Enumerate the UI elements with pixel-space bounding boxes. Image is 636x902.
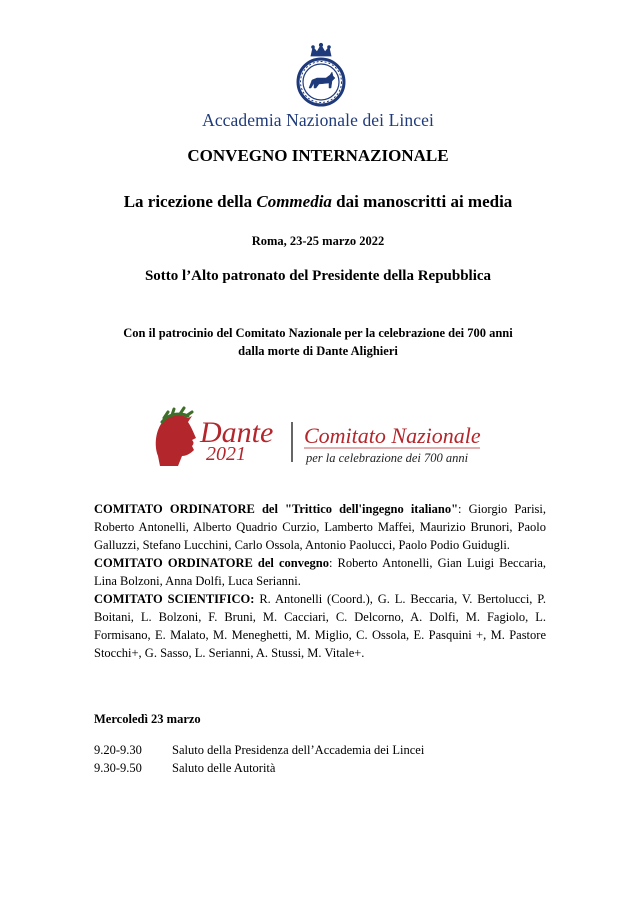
convegno-heading: CONVEGNO INTERNAZIONALE: [187, 146, 449, 165]
place-date: Roma, 23-25 marzo 2022: [251, 234, 385, 248]
committee-label: COMITATO SCIENTIFICO:: [94, 592, 255, 606]
committee-members: R. Antonelli (Coord.), G. L. Beccaria, V. Bertolucci, P. Boitani, L. Bolzoni, F. Bruni, M. Cacciari, C. Delcorno, A. Dolfi, M. Fagiolo, L. Formisano, E. Malato, M. Meneghetti, M. Miglio, C. Ossola, E. Pasquini +, M. Pastore Stocchi+, G. Sasso, L. Serianni, A. Stussi, M. Vitale+.: [94, 592, 546, 660]
schedule-day: Mercoledì 23 marzo: [94, 712, 201, 726]
title-italic: Commedia: [256, 192, 332, 211]
schedule-item: [94, 741, 424, 759]
title-part-2: dai manoscritti ai media: [331, 192, 513, 211]
committee-label: COMITATO ORDINATORE del convegno: [94, 556, 329, 570]
logo-year-text: 2021: [206, 443, 246, 465]
committees-block: [94, 500, 546, 662]
schedule-time: 9.30-9.50: [94, 761, 142, 775]
schedule-event: Saluto delle Autorità: [172, 761, 276, 775]
conference-title: [0, 192, 636, 212]
title-part-1: La ricezione della: [123, 192, 257, 211]
schedule-list: [94, 741, 424, 777]
lincei-emblem-icon: [295, 42, 347, 108]
academy-name: Accademia Nazionale dei Lincei: [202, 110, 434, 130]
dante-2021-logo: [152, 406, 492, 468]
patrocinio-text: [0, 324, 636, 360]
committee-members: : Roberto Antonelli, Gian Luigi Beccaria, Lina Bolzoni, Anna Dolfi, Luca Serianni.: [94, 556, 546, 588]
logo-subtitle-text: per la celebrazione dei 700 anni: [306, 451, 469, 465]
patrocinio-line-2: dalla morte di Dante Alighieri: [238, 344, 398, 358]
committee-label: COMITATO ORDINATORE del "Trittico dell'ingegno italiano": [94, 502, 459, 516]
patronage-line: Sotto l’Alto patronato del Presidente della Repubblica: [144, 268, 492, 284]
logo-comitato-text: Comitato Nazionale: [304, 423, 481, 448]
schedule-time: 9.20-9.30: [94, 743, 142, 757]
schedule-event: Saluto della Presidenza dell’Accademia dei Lincei: [172, 743, 425, 757]
schedule-item: [94, 759, 424, 777]
committee-members: : Giorgio Parisi, Roberto Antonelli, Alberto Quadrio Curzio, Lamberto Maffei, Maurizio Brunori, Paolo Galluzzi, Stefano Lucchini, Carlo Ossola, Antonio Paolucci, Paolo Podio Guidugli.: [94, 502, 547, 552]
committee-ordinatore-convegno: [94, 554, 546, 590]
committee-ordinatore-trittico: [94, 500, 546, 554]
dante-profile-icon: [156, 408, 196, 466]
committee-scientifico: [94, 590, 546, 662]
patrocinio-line-1: Con il patrocinio del Comitato Nazionale per la celebrazione dei 700 anni: [123, 326, 513, 340]
logo-dante-text: Dante: [200, 416, 274, 449]
